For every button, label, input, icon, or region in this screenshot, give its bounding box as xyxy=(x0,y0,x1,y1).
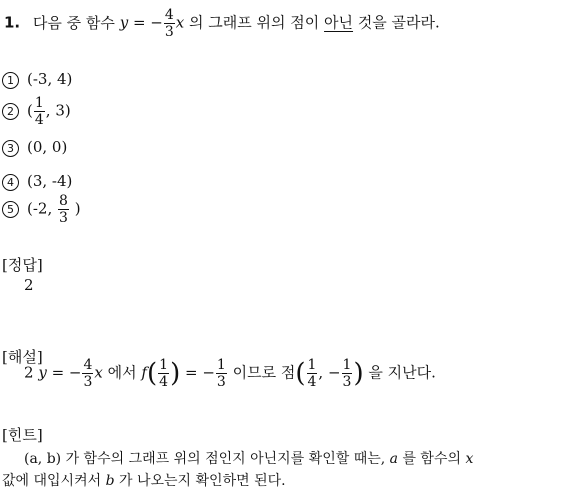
option-fraction xyxy=(34,96,45,127)
fraction-denominator: 4 xyxy=(159,374,169,390)
explanation-word1: 에서 xyxy=(107,363,137,382)
hint-var-x: x xyxy=(465,451,474,467)
fraction-denominator: 4 xyxy=(34,112,44,128)
option-3 xyxy=(2,138,67,157)
option-close: ) xyxy=(74,199,81,218)
fraction-denominator: 3 xyxy=(59,210,68,226)
explanation-fraction-1 xyxy=(82,358,93,389)
explanation-fraction-2 xyxy=(158,358,169,389)
fraction-numerator: 1 xyxy=(159,357,169,373)
hint-text-c: 를 함수의 xyxy=(402,451,461,467)
hint-text-line2a: 값에 대입시켜서 xyxy=(2,473,102,489)
option-text: (-3, 4) xyxy=(27,70,73,88)
option-text: (0, 0) xyxy=(27,138,68,156)
hint-var-b: b xyxy=(105,473,115,489)
explanation-header: [해설] xyxy=(2,348,43,366)
left-paren: ( xyxy=(295,358,306,389)
fraction-numerator: 1 xyxy=(216,357,226,373)
option-1 xyxy=(2,70,72,89)
fraction-numerator: 8 xyxy=(59,193,68,209)
right-paren: ) xyxy=(170,358,181,389)
question-line xyxy=(4,8,440,39)
fraction-numerator: 4 xyxy=(83,357,93,373)
explanation-lead: 2 xyxy=(24,363,34,382)
option-4 xyxy=(2,172,72,191)
question-func-var: x xyxy=(175,13,185,32)
hint-var-a: a xyxy=(389,451,398,467)
explanation-eq: = − xyxy=(185,363,215,382)
question-underlined-word: 아닌 xyxy=(324,13,354,32)
fraction-numerator: 1 xyxy=(342,357,352,373)
option-marker: 2 xyxy=(2,103,19,120)
answer-header: [정답] xyxy=(2,256,43,274)
option-marker: 5 xyxy=(2,201,19,218)
option-marker: 3 xyxy=(2,140,19,157)
question-prefix: 다음 중 함수 xyxy=(32,13,115,32)
hint-header: [힌트] xyxy=(2,426,43,444)
hint-text-a: (a, b) 가 함수의 그래프 위의 점인지 아닌지를 확인할 때는, xyxy=(24,451,386,467)
fraction-denominator: 3 xyxy=(216,374,226,390)
left-paren: ( xyxy=(146,358,158,389)
option-open: (-2, xyxy=(27,199,53,218)
explanation-f: f xyxy=(141,363,147,382)
fraction-numerator: 1 xyxy=(34,95,44,111)
explanation-line xyxy=(24,358,436,389)
option-close: , 3) xyxy=(45,101,71,120)
fraction-denominator: 3 xyxy=(83,374,93,390)
option-text: (3, -4) xyxy=(27,172,73,190)
hint-line-1 xyxy=(24,448,473,468)
fraction-numerator: 1 xyxy=(307,357,317,373)
option-marker: 4 xyxy=(2,174,19,191)
option-marker: 1 xyxy=(2,72,19,89)
hint-line-2 xyxy=(2,470,286,490)
explanation-x: x xyxy=(94,363,103,382)
explanation-word3: 을 지난다. xyxy=(368,363,436,382)
option-open: ( xyxy=(27,101,33,120)
question-fraction xyxy=(164,8,175,39)
option-5 xyxy=(2,194,81,225)
question-number: 1. xyxy=(4,13,21,32)
option-2 xyxy=(2,96,71,127)
question-func-lhs: y = − xyxy=(119,13,163,32)
explanation-word2: 이므로 점 xyxy=(232,363,296,382)
answer-value: 2 xyxy=(24,276,34,294)
question-middle: 의 그래프 위의 점이 xyxy=(189,13,320,32)
explanation-y: y = − xyxy=(38,363,82,382)
fraction-denominator: 4 xyxy=(307,374,317,390)
explanation-fraction-3 xyxy=(216,358,227,389)
fraction-numerator: 4 xyxy=(164,7,174,23)
fraction-denominator: 3 xyxy=(164,24,174,40)
fraction-denominator: 3 xyxy=(342,374,352,390)
explanation-fraction-4 xyxy=(307,358,318,389)
question-suffix: 것을 골라라. xyxy=(357,13,440,32)
explanation-comma: , − xyxy=(318,363,341,382)
explanation-fraction-5 xyxy=(342,358,353,389)
hint-text-line2c: 가 나오는지 확인하면 된다. xyxy=(119,473,286,489)
option-fraction xyxy=(58,194,69,225)
right-paren: ) xyxy=(353,358,364,389)
